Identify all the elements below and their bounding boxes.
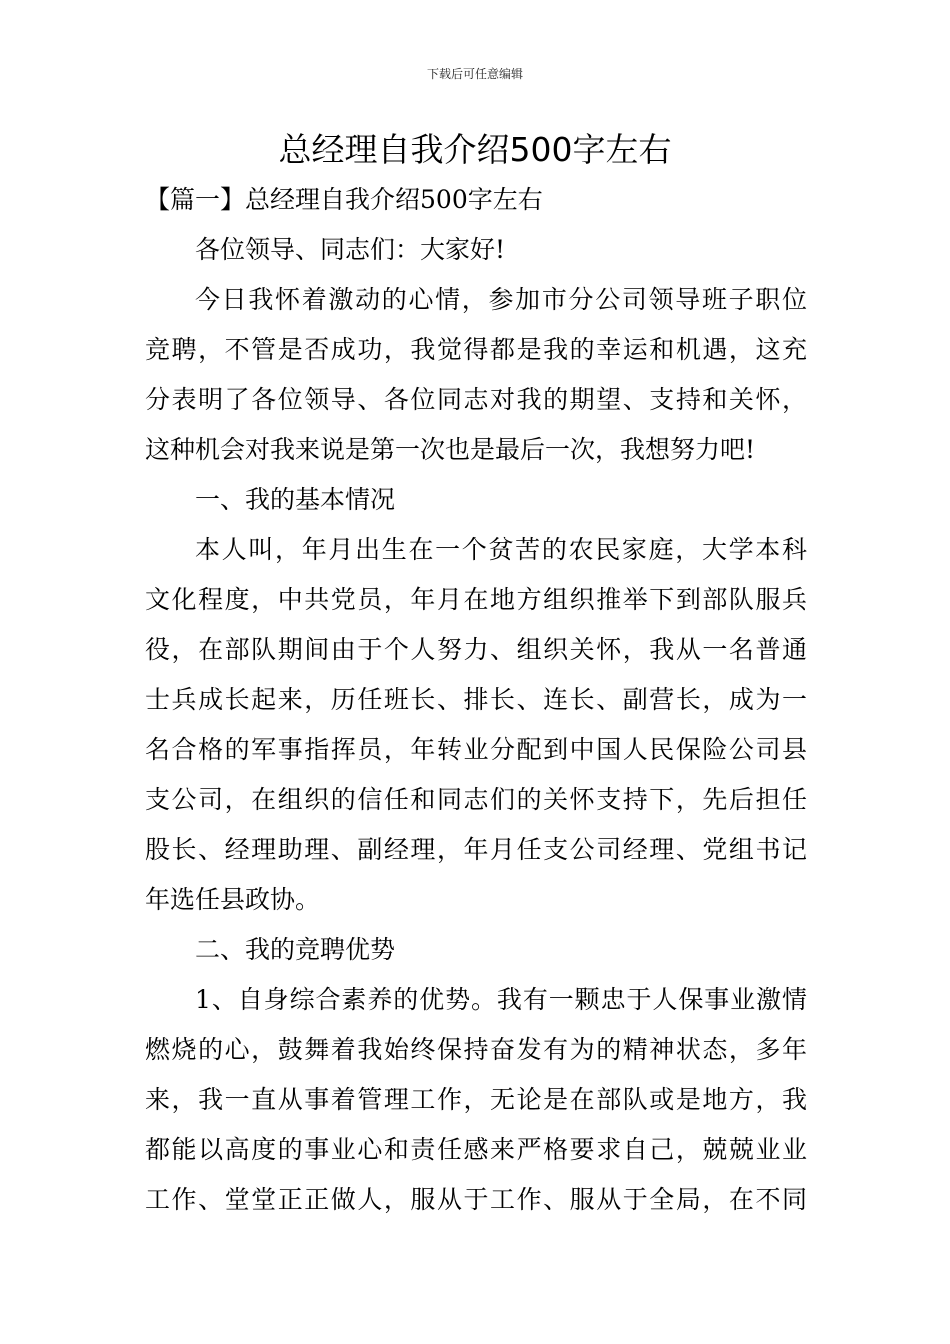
paragraph-line: 股长、经理助理、副经理，年月任支公司经理、党组书记 [145,835,807,864]
paragraph-line: 来，我一直从事着管理工作，无论是在部队或是地方，我 [145,1085,807,1114]
section-heading-advantages: 二、我的竞聘优势 [195,935,396,964]
paragraph-line: 文化程度，中共党员，年月在地方组织推举下到部队服兵 [145,585,807,614]
paragraph-line: 竞聘，不管是否成功，我觉得都是我的幸运和机遇，这充 [145,335,807,364]
paragraph-line: 名合格的军事指挥员，年转业分配到中国人民保险公司县 [145,735,807,764]
page-header-note: 下载后可任意编辑 [426,67,523,81]
paragraph-line: 分表明了各位领导、各位同志对我的期望、支持和关怀， [145,385,807,414]
paragraph-line: 本人叫，年月出生在一个贫苦的农民家庭，大学本科 [195,535,807,564]
section-heading-part-one: 【篇一】总经理自我介绍500字左右 [145,185,543,214]
paragraph-line: 役，在部队期间由于个人努力、组织关怀，我从一名普通 [145,635,807,664]
paragraph-line: 1、自身综合素养的优势。我有一颗忠于人保事业激情 [195,985,807,1014]
paragraph-line: 这种机会对我来说是第一次也是最后一次，我想努力吧! [145,435,756,464]
paragraph-line: 都能以高度的事业心和责任感来严格要求自己，兢兢业业 [145,1135,807,1164]
paragraph-line: 士兵成长起来，历任班长、排长、连长、副营长，成为一 [145,685,807,714]
paragraph-line: 工作、堂堂正正做人，服从于工作、服从于全局，在不同 [145,1185,807,1214]
document-title: 总经理自我介绍500字左右 [278,130,672,169]
salutation-line: 各位领导、同志们：大家好! [195,235,506,264]
document-body [145,175,807,1225]
section-heading-basic-info: 一、我的基本情况 [195,485,396,514]
paragraph-line: 支公司，在组织的信任和同志们的关怀支持下，先后担任 [145,785,807,814]
paragraph-line: 年选任县政协。 [145,885,321,914]
paragraph-line: 燃烧的心，鼓舞着我始终保持奋发有为的精神状态，多年 [145,1035,807,1064]
paragraph-line: 今日我怀着激动的心情，参加市分公司领导班子职位 [195,285,807,314]
